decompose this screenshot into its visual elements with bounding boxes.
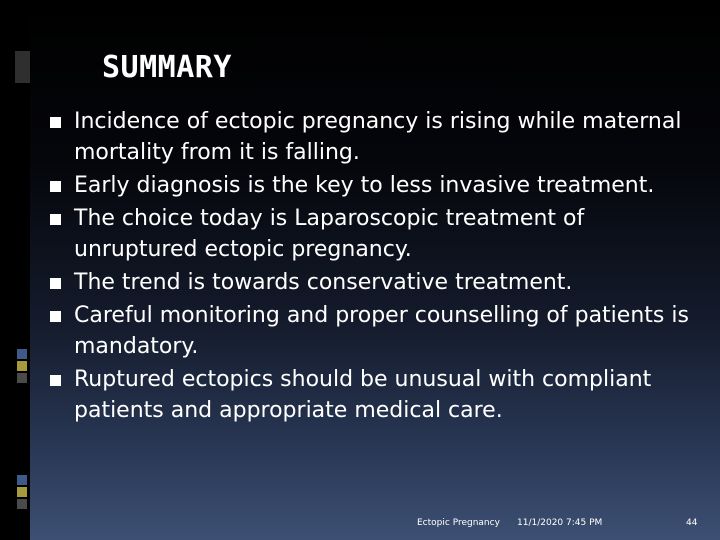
deco-square xyxy=(17,349,27,359)
square-bullet-icon xyxy=(50,117,61,128)
bullet-list xyxy=(50,106,690,428)
square-bullet-icon xyxy=(50,311,61,322)
footer-page-number: 44 xyxy=(686,518,698,528)
slide-title: SUMMARY xyxy=(102,50,232,85)
bullet-item xyxy=(50,203,690,265)
decorative-squares-upper xyxy=(17,349,27,385)
bullet-item xyxy=(50,364,690,426)
bullet-item xyxy=(50,300,690,362)
bullet-text: The choice today is Laparoscopic treatment of unruptured ectopic pregnancy. xyxy=(74,206,585,262)
title-accent-block xyxy=(15,51,30,83)
square-bullet-icon xyxy=(50,181,61,192)
deco-square xyxy=(17,373,27,383)
bullet-item xyxy=(50,170,690,201)
decorative-squares-lower xyxy=(17,475,27,511)
deco-square xyxy=(17,499,27,509)
bullet-text: Incidence of ectopic pregnancy is rising while maternal mortality from it is falling. xyxy=(74,109,682,165)
deco-square xyxy=(17,475,27,485)
bullet-text: The trend is towards conservative treatment. xyxy=(74,270,573,295)
deco-square xyxy=(17,487,27,497)
square-bullet-icon xyxy=(50,278,61,289)
bullet-text: Early diagnosis is the key to less invasive treatment. xyxy=(74,173,655,198)
footer-topic: Ectopic Pregnancy xyxy=(417,518,500,528)
bullet-text: Ruptured ectopics should be unusual with compliant patients and appropriate medical care. xyxy=(74,367,652,423)
bullet-item xyxy=(50,267,690,298)
bullet-text: Careful monitoring and proper counselling of patients is mandatory. xyxy=(74,303,689,359)
square-bullet-icon xyxy=(50,375,61,386)
footer-datetime: 11/1/2020 7:45 PM xyxy=(517,518,603,528)
square-bullet-icon xyxy=(50,214,61,225)
bullet-item xyxy=(50,106,690,168)
deco-square xyxy=(17,361,27,371)
